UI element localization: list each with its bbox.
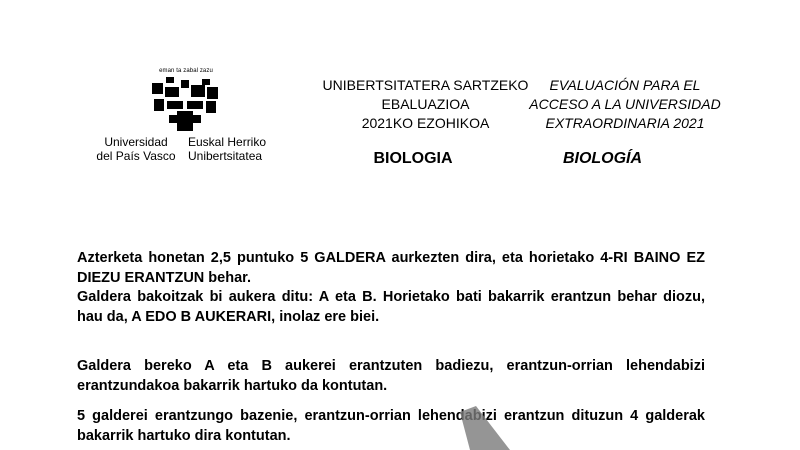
subject-title-eu: BIOLOGIA — [373, 150, 453, 167]
instruction-paragraph: 5 galderei erantzungo bazenie, erantzun-orrian lehendabizi erantzun dituzun 4 galderak bakarrik hartuko dira kontutan. — [77, 408, 705, 444]
logo-name-es: Universidad del País Vasco — [96, 135, 176, 163]
exam-title-eu: UNIBERTSITATERA SARTZEKO EBALUAZIOA 2021KO EZOHIKOA — [322, 77, 529, 131]
logo-name-eu: Euskal Herriko Unibertsitatea — [188, 135, 267, 163]
tree-emblem-icon — [150, 77, 220, 133]
university-logo — [82, 68, 287, 168]
subject-title-es: BIOLOGÍA — [562, 150, 643, 167]
instruction-paragraph: Galdera bereko A eta B aukerei erantzuten badiezu, erantzun-orrian lehendabizi erantzundakoa bakarrik hartuko da kontutan. — [77, 358, 705, 394]
watermark-icon — [440, 402, 510, 450]
instruction-paragraph: Galdera bakoitzak bi aukera ditu: A eta B. Horietako bati bakarrik erantzun behar diozu, hau da, A EDO B AUKERARI, inolaz ere biei. — [77, 289, 705, 325]
exam-title-es: EVALUACIÓN PARA EL ACCESO A LA UNIVERSIDAD EXTRAORDINARIA 2021 — [529, 77, 721, 131]
logo-motto: eman ta zabal zazu — [159, 68, 213, 74]
instruction-paragraph: Azterketa honetan 2,5 puntuko 5 GALDERA aurkezten dira, eta horietako 4-RI BAINO EZ DIEZU ERANTZUN behar. — [77, 250, 705, 286]
